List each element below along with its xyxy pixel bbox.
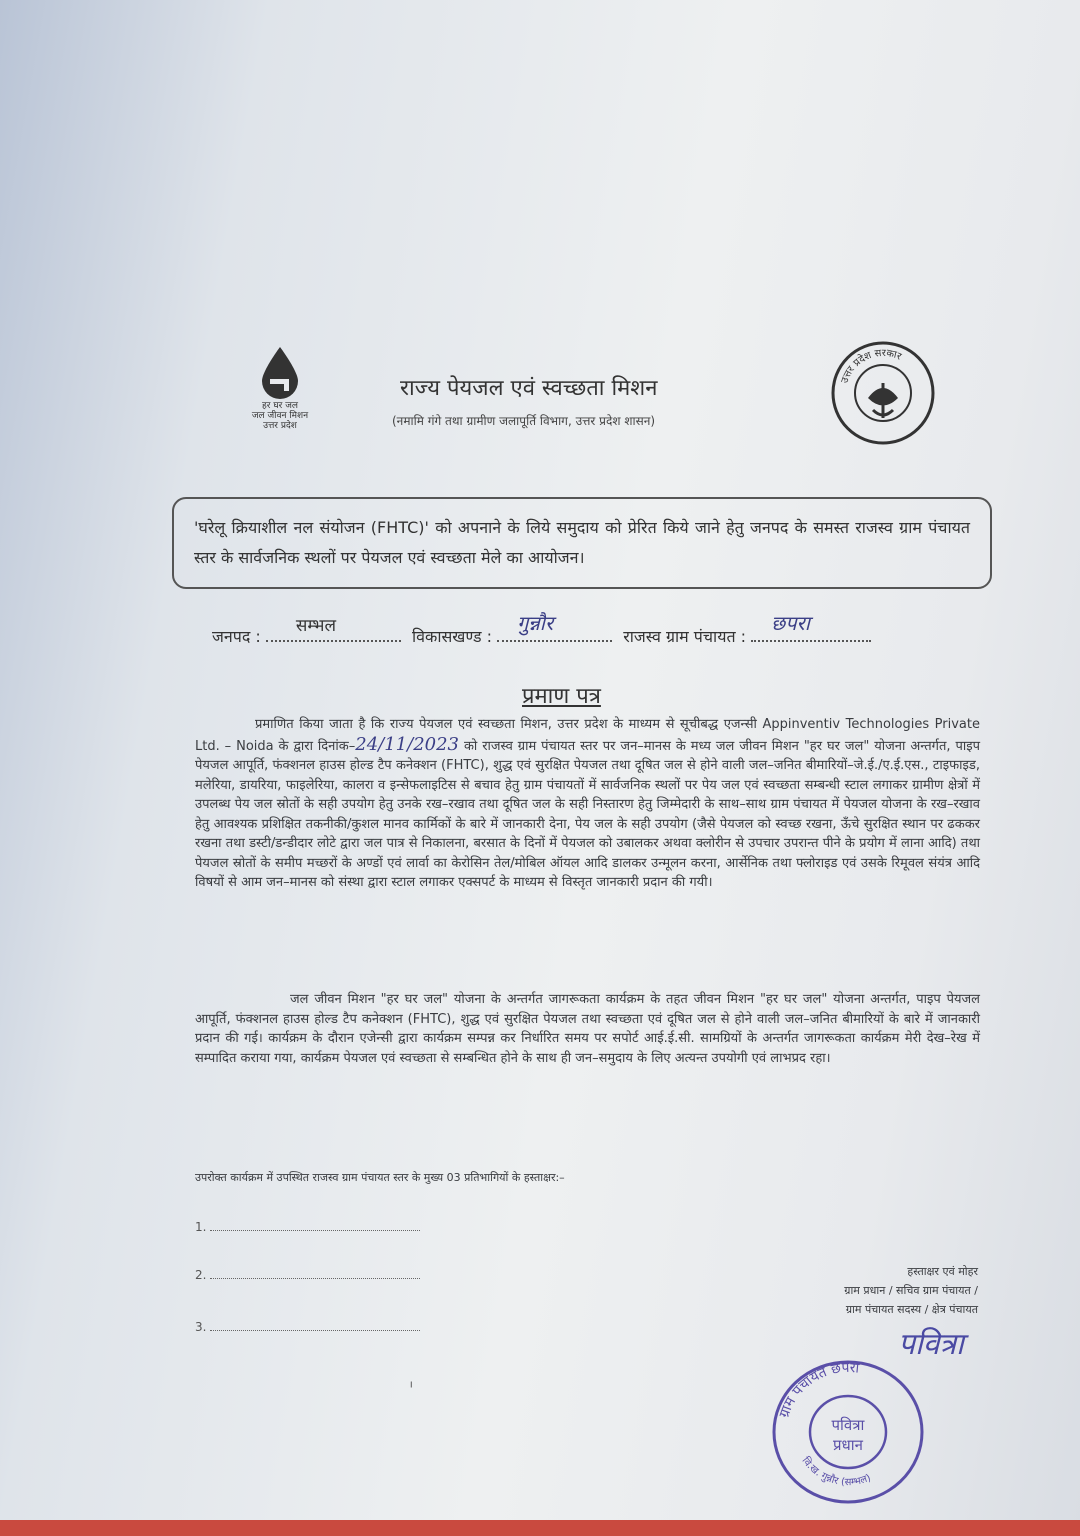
janpad-value: सम्भल [295, 616, 336, 636]
participants-intro: उपरोक्त कार्यक्रम में उपस्थित राजस्व ग्राम पंचायत स्तर के मुख्य 03 प्रतिभागियों के हस्ताक्षर:– [195, 1171, 565, 1184]
location-fields [212, 611, 1032, 647]
certificate-heading: प्रमाण पत्र [522, 684, 601, 709]
handwritten-signature: पवित्रा [898, 1327, 964, 1362]
stray-mark: ˡ [410, 1380, 413, 1396]
janpad-field [266, 616, 401, 642]
stamp-inner-name: पवित्रा [831, 1416, 865, 1434]
logo-text-3: उत्तर प्रदेश [263, 421, 297, 431]
stamp-outer-text: ग्राम पंचायत छपरा [776, 1359, 860, 1420]
up-government-emblem [828, 338, 938, 452]
signatory-block [758, 1262, 978, 1319]
certificate-paragraph-2: जल जीवन मिशन "हर घर जल" योजना के अन्तर्गत जागरूकता कार्यक्रम के तहत जीवन मिशन "हर घर जल" योजना अन्तर्गत, पाइप पेयजल आपूर्ति, फंक्शनल हाउस होल्ड टैप कनेक्शन (FHTC), शुद्ध एवं सुरक्षित पेयजल तथा स्वच्छता एवं दूषित जल से होने वाली जल–जनित बीमारियों के बारे में जानकारी प्रदान की गई। कार्यक्रम के दौरान एजेन्सी द्वारा कार्यक्रम सम्पन्न कर निर्धारित समय पर सपोर्ट आई.ई.सी. सामग्रियों के अन्तर्गत जागरूकता कार्यक्रम मेरी देख–रेख में सम्पादित कराया गया, कार्यक्रम पेयजल एवं स्वच्छता से सम्बन्धित होने के साथ ही जन–समुदाय के लिए अत्यन्त उपयोगी एवं लाभप्रद रहा। [195, 992, 980, 1066]
participant-line-1: 1. [195, 1220, 420, 1234]
gram-panchayat-stamp [768, 1356, 928, 1510]
para1-part-a: प्रमाणित किया जाता है कि राज्य पेयजल एवं स्वच्छता मिशन, उत्तर प्रदेश के माध्यम से सूचीबद्ध एजन्सी Appinventiv Technologies Private Ltd. – Noida के द्वारा दिनांक– [195, 717, 980, 754]
jal-jeevan-mission-logo [230, 345, 330, 431]
signatory-line-3: ग्राम पंचायत सदस्य / क्षेत्र पंचायत [845, 1303, 978, 1316]
topic-box: 'घरेलू क्रियाशील नल संयोजन (FHTC)' को अपनाने के लिये समुदाय को प्रेरित किये जाने हेतु जनपद के समस्त राजस्व ग्राम पंचायत स्तर के सार्वजनिक स्थलों पर पेयजल एवं स्वच्छता मेले का आयोजन। [172, 497, 992, 589]
logo-text-1: हर घर जल [262, 401, 298, 411]
participant-line-3: 3. [195, 1320, 420, 1334]
panchayat-field [751, 611, 871, 642]
vikaskhand-label: विकासखण्ड : [412, 627, 493, 646]
stamp-inner-title: प्रधान [833, 1436, 863, 1454]
emblem-text: उत्तर प्रदेश सरकार [839, 347, 903, 385]
mission-title: राज्य पेयजल एवं स्वच्छता मिशन [400, 376, 658, 401]
para1-part-b: को राजस्व ग्राम पंचायत स्तर पर जन–मानस के मध्य जल जीवन मिशन "हर घर जल" योजना अन्तर्गत, पाइप पेयजल आपूर्ति, फंक्शनल हाउस होल्ड टैप कनेक्शन (FHTC), शुद्ध एवं सुरक्षित पेयजल तथा दूषित जल से होने वाली जल–जनित बीमारियों–जे.ई./ए.ई.एस., टाइफाइड, मलेरिया, डायरिया, फाइलेरिया, कालरा व इन्सेफलाइटिस से बचाव हेतु ग्राम पंचायतों में सार्वजनिक स्थलों पर पेय जल एवं स्वच्छता सम्बन्धी स्टाल लगाकर ग्रामीण क्षेत्रों में उपलब्ध पेय जल स्रोतों के सही उपयोग हेतु उनके रख–रखाव तथा दूषित जल के सही निस्तारण हेतु जिम्मेदारी के साथ–साथ ग्राम पंचायत में पेयजल योजना के रख–रखाव हेतु आवश्यक प्रशिक्षित तकनीकी/कुशल मानव कार्मिकों के बारे में जानकारी देना, पेय जल के सही उपयोग (जैसे पेयजल को स्वच्छ रखना, ऊँचे सुरक्षित स्थान पर ढककर रखना तथा डस्टी/डन्डीदार लोटे द्वारा जल पात्र से निकालना, बरसात के दिनों में पेयजल को उबालकर अथवा क्लोरीन से उपचार उपरान्त पीने के प्रयोग में लाना आदि) तथा पेयजल स्रोतों के समीप मच्छरों के अण्डों एवं लार्वा का केरोसिन तेल/मोबिल ऑयल आदि डालकर उन्मूलन करना, आर्सेनिक तथा फ्लोराइड एवं उसके रिमूवल संयंत्र आदि विषयों से आम जन–मानस को संस्था द्वारा स्टाल लगाकर एक्सपर्ट के माध्यम से विस्तृत जानकारी प्रदान की गयी। [195, 738, 980, 890]
janpad-label: जनपद : [212, 627, 261, 646]
signatory-line-2: ग्राम प्रधान / सचिव ग्राम पंचायत / [844, 1284, 978, 1297]
bottom-red-strip [0, 1520, 1080, 1536]
stamp-bottom-text: वि.ख. गुन्नौर (सम्भल) [799, 1455, 873, 1489]
vikaskhand-field [497, 611, 612, 642]
panchayat-label: राजस्व ग्राम पंचायत : [623, 627, 747, 646]
mission-subtitle: (नमामि गंगे तथा ग्रामीण जलापूर्ति विभाग, उत्तर प्रदेश शासन) [392, 414, 656, 428]
panchayat-value: छपरा [771, 611, 810, 635]
vikaskhand-value: गुन्नौर [517, 611, 554, 635]
event-date: 24/11/2023 [355, 733, 459, 755]
participant-line-2: 2. [195, 1268, 420, 1282]
logo-text-2: जल जीवन मिशन [251, 411, 309, 421]
signatory-line-1: हस्ताक्षर एवं मोहर [907, 1265, 978, 1278]
certificate-paragraph-1 [195, 715, 980, 893]
water-drop-icon [258, 345, 302, 401]
